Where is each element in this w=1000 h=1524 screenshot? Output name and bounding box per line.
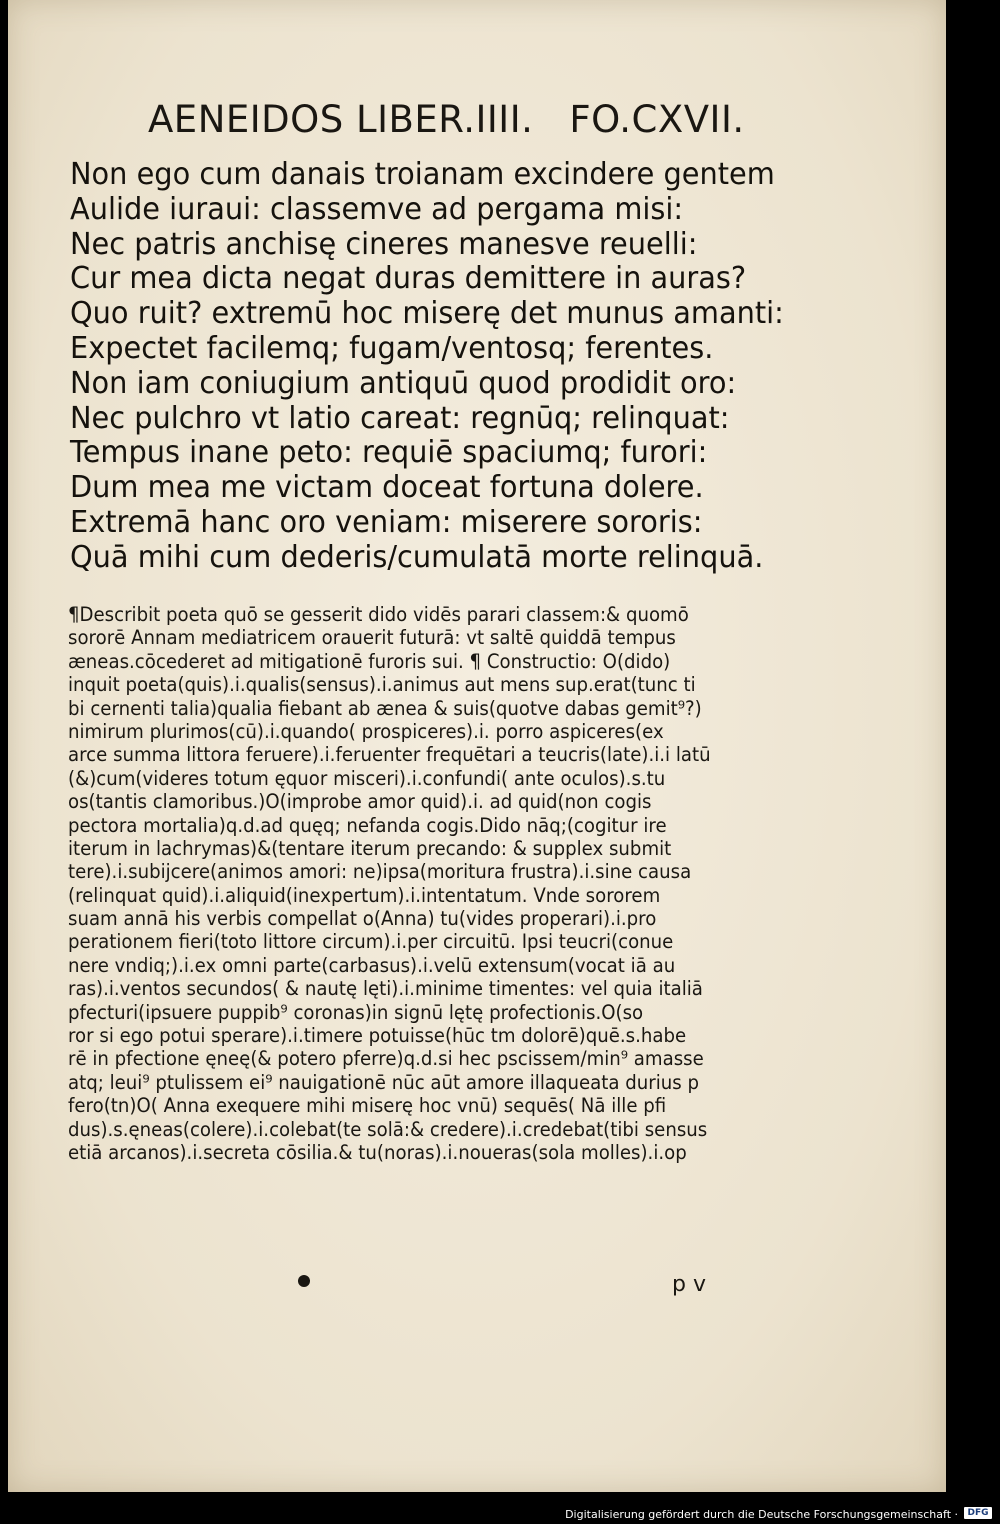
digitization-credit: Digitalisierung gefördert durch die Deutsche Forschungsgemeinschaft · (565, 1508, 958, 1521)
running-header-title: AENEIDOS LIBER.IIII. (148, 98, 534, 141)
commentary-line: ror si ego potui sperare).i.timere potuisse(hūc tm dolorē)quē.s.habe (68, 1024, 687, 1048)
commentary-line: æneas.cōcederet ad mitigationē furoris sui. ¶ Constructio: O(dido) (68, 649, 671, 673)
commentary-line: rē in pfectione ęneę(& potero pferre)q.d.si hec pscissem/min⁹ amasse (68, 1047, 704, 1071)
commentary-line: ras).i.ventos secundos( & nautę lęti).i.minime timentes: vel quia italiā (68, 977, 703, 1001)
commentary-block (68, 603, 728, 1164)
commentary-line: (&)cum(videres totum ęquor misceri).i.confundi( ante oculos).s.tu (68, 766, 666, 790)
commentary-line: perationem fieri(toto littore circum).i.per circuitū. Ipsi teucri(conue (68, 930, 674, 954)
commentary-line: etiā arcanos).i.secreta cōsilia.& tu(noras).i.noueras(sola molles).i.op (68, 1140, 687, 1164)
commentary-line: dus).s.ęneas(colere).i.colebat(te solā:& credere).i.credebat(tibi sensus (68, 1117, 708, 1141)
commentary-line: pfecturi(ipsuere puppib⁹ coronas)in signū lętę profectionis.O(so (68, 1000, 644, 1024)
commentary-line: bi cernenti talia)qualia fiebant ab ænea & suis(quotve dabas gemit⁹?) (68, 696, 702, 720)
commentary-line: nere vndiq;).i.ex omni parte(carbasus).i.velū extensum(vocat iā au (68, 953, 676, 977)
verse-line: Nec pulchro vt latio careat: regnūq; relinquat: (70, 400, 730, 436)
commentary-line: nimirum plurimos(cū).i.quando( prospiceres).i. porro aspiceres(ex (68, 719, 664, 743)
verse-line: Quo ruit? extremū hoc miserę det munus amanti: (70, 296, 784, 332)
commentary-line: iterum in lachrymas)&(tentare iterum precando: & supplex submit (68, 836, 672, 860)
commentary-line: pectora mortalia)q.d.ad quęq; nefanda cogis.Dido nāq;(cogitur ire (68, 813, 667, 837)
signature-mark: p v (672, 1272, 706, 1297)
verse-line: Expectet facilemq; fugam/ventosq; ferentes. (70, 330, 714, 366)
commentary-line: fero(tn)O( Anna exequere mihi miserę hoc vnū) sequēs( Nā ille pfi (68, 1094, 667, 1118)
running-header (148, 98, 745, 141)
verse-line: Aulide iuraui: classemve ad pergama misi: (70, 191, 684, 227)
verse-block (70, 157, 784, 576)
verse-line: Nec patris anchisę cineres manesve reuelli: (70, 226, 698, 262)
commentary-line: sororē Annam mediatricem orauerit futurā: vt saltē quiddā tempus (68, 626, 676, 650)
scanned-page (8, 0, 946, 1492)
verse-line: Dum mea me victam doceat fortuna dolere. (70, 470, 704, 506)
commentary-line: (relinquat quid).i.aliquid(inexpertum).i.intentatum. Vnde sororem (68, 883, 661, 907)
commentary-line: inquit poeta(quis).i.qualis(sensus).i.animus aut mens sup.erat(tunc ti (68, 673, 696, 697)
commentary-line: ¶Describit poeta quō se gesserit dido vidēs parari classem:& quomō (68, 603, 689, 626)
verse-line: Quā mihi cum dederis/cumulatā morte relinquā. (70, 539, 764, 575)
verse-line: Cur mea dicta negat duras demittere in auras? (70, 261, 747, 297)
dfg-logo: DFG (964, 1507, 992, 1519)
folio-number: FO.CXVII. (569, 98, 745, 141)
commentary-line: suam annā his verbis compellat o(Anna) tu(vides properari).i.pro (68, 907, 657, 931)
verse-line: Extremā hanc oro veniam: miserere sororis: (70, 504, 703, 540)
commentary-line: arce summa littora feruere).i.feruenter frequētari a teucris(late).i.i latū (68, 743, 711, 767)
commentary-line: atq; leui⁹ ptulissem ei⁹ nauigationē nūc aūt amore illaqueata durius p (68, 1070, 699, 1094)
commentary-line: os(tantis clamoribus.)O(improbe amor quid).i. ad quid(non cogis (68, 790, 652, 814)
commentary-line: tere).i.subijcere(animos amori: ne)ipsa(moritura frustra).i.sine causa (68, 860, 692, 884)
verse-line: Non iam coniugium antiquū quod prodidit oro: (70, 365, 737, 401)
ink-dot (298, 1275, 310, 1287)
verse-line: Tempus inane peto: requiē spaciumq; furori: (70, 435, 708, 471)
verse-line: Non ego cum danais troianam excindere gentem (70, 157, 775, 192)
